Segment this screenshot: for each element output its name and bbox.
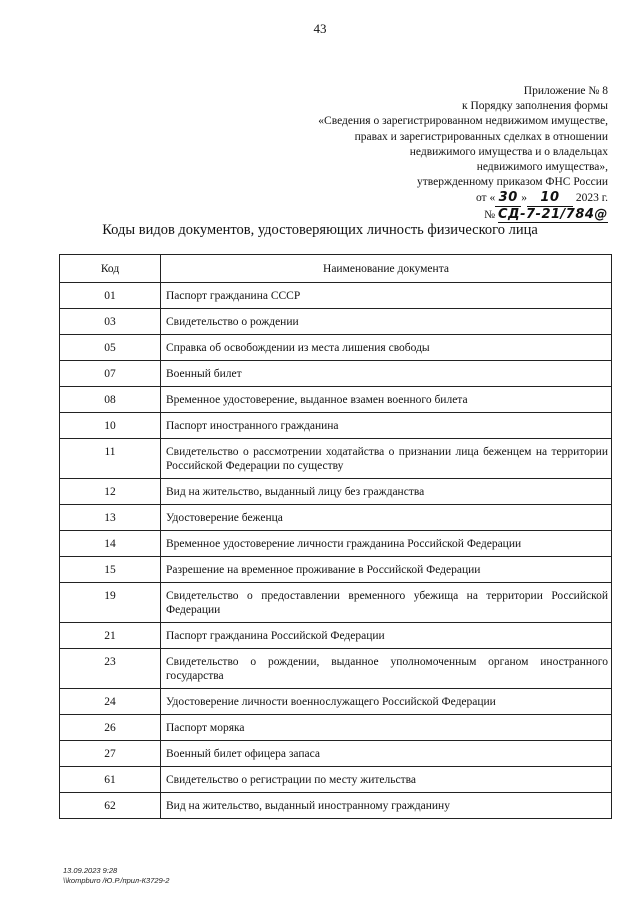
row-name: Свидетельство о предоставлении временного убежища на территории Российской Федерации (161, 583, 612, 623)
row-name: Свидетельство о рождении (161, 309, 612, 335)
table-row (60, 557, 612, 583)
row-code: 19 (60, 583, 161, 623)
row-code: 15 (60, 557, 161, 583)
row-name: Военный билет офицера запаса (161, 741, 612, 767)
row-code: 62 (60, 793, 161, 819)
row-code: 08 (60, 387, 161, 413)
order-number (248, 207, 608, 223)
row-code: 23 (60, 649, 161, 689)
table-row (60, 387, 612, 413)
document-codes-table (59, 254, 612, 819)
table-header-row (60, 255, 612, 283)
row-code: 14 (60, 531, 161, 557)
handwritten-month: 10 (527, 190, 573, 206)
row-name: Вид на жительство, выданный иностранному гражданину (161, 793, 612, 819)
row-code: 01 (60, 283, 161, 309)
date-mid: » (521, 192, 527, 205)
row-code: 12 (60, 479, 161, 505)
table-row (60, 689, 612, 715)
row-code: 61 (60, 767, 161, 793)
table-row (60, 623, 612, 649)
table-row (60, 649, 612, 689)
row-code: 10 (60, 413, 161, 439)
row-name: Удостоверение беженца (161, 505, 612, 531)
table-row (60, 309, 612, 335)
date-prefix: от « (475, 192, 496, 205)
row-name: Паспорт гражданина Российской Федерации (161, 623, 612, 649)
header-name: Наименование документа (161, 255, 612, 283)
row-name: Паспорт иностранного гражданина (161, 413, 612, 439)
appendix-line: правах и зарегистрированных сделках в отношении (354, 130, 608, 143)
row-name: Свидетельство о регистрации по месту жительства (161, 767, 612, 793)
row-code: 27 (60, 741, 161, 767)
table-row (60, 413, 612, 439)
appendix-header (248, 84, 608, 223)
appendix-line: Приложение № 8 (523, 85, 608, 97)
row-name: Временное удостоверение личности гражданина Российской Федерации (161, 531, 612, 557)
row-code: 21 (60, 623, 161, 649)
row-name: Свидетельство о рассмотрении ходатайства о признании лица беженцем на территории Российской Федерации по существу (161, 439, 612, 479)
table-row (60, 583, 612, 623)
appendix-line: «Сведения о зарегистрированном недвижимом имуществе, (318, 115, 608, 128)
row-code: 24 (60, 689, 161, 715)
row-code: 11 (60, 439, 161, 479)
row-name: Военный билет (161, 361, 612, 387)
order-date (248, 190, 608, 206)
table-row (60, 479, 612, 505)
header-code: Код (60, 255, 161, 283)
page-number: 43 (313, 21, 327, 36)
table-row (60, 439, 612, 479)
table-row (60, 505, 612, 531)
row-code: 07 (60, 361, 161, 387)
table-row (60, 283, 612, 309)
footer-timestamp: 13.09.2023 9:28 (63, 866, 118, 875)
table-row (60, 767, 612, 793)
appendix-line: к Порядку заполнения формы (462, 100, 608, 113)
handwritten-order-number: СД-7-21/784@ (498, 206, 608, 222)
row-name: Разрешение на временное проживание в Российской Федерации (161, 557, 612, 583)
footer-note (63, 866, 169, 886)
table-row (60, 741, 612, 767)
document-title: Коды видов документов, удостоверяющих личность физического лица (102, 222, 538, 238)
row-name: Временное удостоверение, выданное взамен военного билета (161, 387, 612, 413)
table-row (60, 715, 612, 741)
table-row (60, 361, 612, 387)
appendix-line: недвижимого имущества», (476, 161, 608, 174)
appendix-line: утвержденному приказом ФНС России (417, 176, 608, 189)
row-code: 26 (60, 715, 161, 741)
footer-file-path: \\kompburo /Ю.Р./прил-К3729-2 (63, 876, 170, 885)
table-row (60, 335, 612, 361)
row-name: Вид на жительство, выданный лицу без гражданства (161, 479, 612, 505)
row-name: Паспорт гражданина СССР (161, 283, 612, 309)
row-name: Свидетельство о рождении, выданное уполномоченным органом иностранного государства (161, 649, 612, 689)
date-suffix: 2023 г. (572, 192, 608, 205)
row-code: 13 (60, 505, 161, 531)
appendix-line: недвижимого имущества и о владельцах (409, 145, 608, 158)
number-prefix: № (484, 208, 498, 221)
row-code: 03 (60, 309, 161, 335)
handwritten-day: 30 (495, 190, 521, 206)
row-code: 05 (60, 335, 161, 361)
row-name: Удостоверение личности военнослужащего Российской Федерации (161, 689, 612, 715)
table-row (60, 531, 612, 557)
table-row (60, 793, 612, 819)
row-name: Паспорт моряка (161, 715, 612, 741)
row-name: Справка об освобождении из места лишения свободы (161, 335, 612, 361)
